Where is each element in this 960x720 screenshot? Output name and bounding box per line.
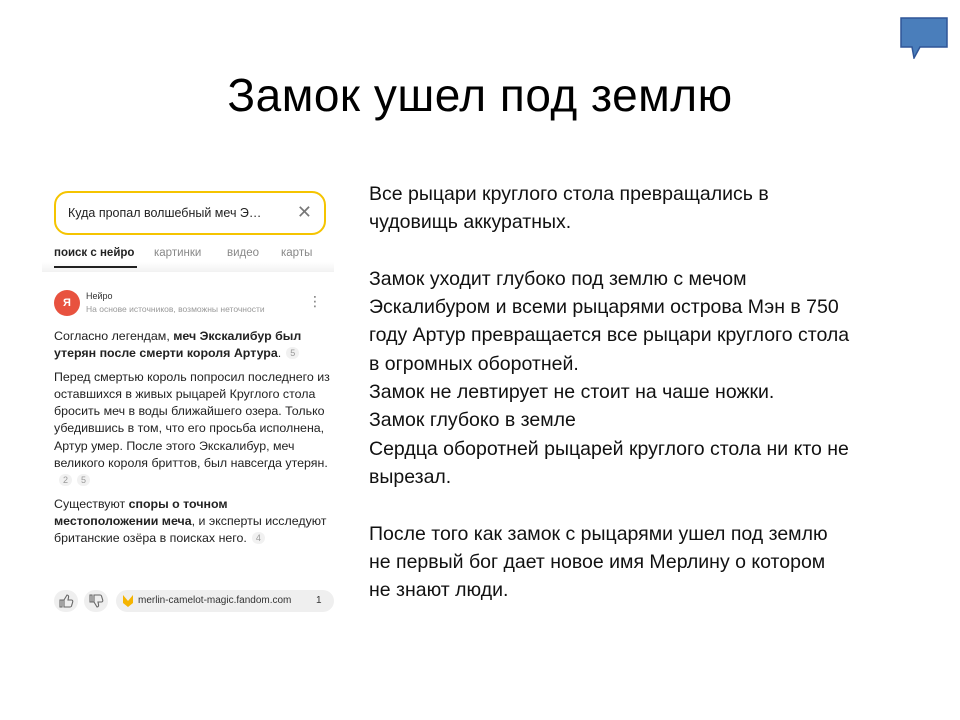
body-line: Эскалибуром и всеми рыцарями острова Мэн в 750 (369, 296, 839, 319)
tab-maps[interactable]: карты (281, 247, 313, 259)
close-icon[interactable]: ✕ (296, 202, 312, 222)
thumbs-up-button[interactable] (54, 590, 78, 612)
active-tab-underline (54, 266, 137, 268)
search-input[interactable] (54, 191, 326, 235)
answer-highlight: споры о точном местоположении меча (54, 496, 228, 528)
answer-paragraph (54, 369, 332, 490)
tab-video[interactable]: видео (227, 247, 260, 259)
body-line: не знают люди. (369, 579, 509, 602)
body-line: После того как замок с рыцарями ушел под землю (369, 522, 828, 545)
body-line: Все рыцари круглого стола превращались в (369, 183, 769, 205)
thumbs-down-icon (84, 590, 108, 612)
reference-badge[interactable]: 4 (252, 532, 265, 544)
answer-actions (54, 590, 334, 616)
answer-text: , и эксперты исследуют британские озёра в поисках него. (54, 513, 327, 546)
body-line: вырезал. (369, 465, 452, 488)
answer-text: . (277, 346, 282, 361)
more-options-icon[interactable]: ⋮ (308, 293, 322, 309)
reference-badge[interactable]: 2 (59, 474, 72, 486)
answer-body (54, 328, 332, 554)
speech-bubble-icon[interactable] (900, 17, 948, 59)
reference-badge[interactable]: 5 (77, 474, 90, 486)
answer-text: Согласно легендам, (54, 329, 174, 343)
search-tabs (42, 238, 334, 272)
body-line: Замок глубоко в земле (369, 409, 576, 432)
source-link[interactable] (116, 590, 334, 612)
body-line: году Артур превращается все рыцари круглого стола (369, 324, 850, 347)
slide-body-text (369, 180, 929, 604)
thumbs-up-icon (54, 590, 78, 612)
fandom-logo-icon (122, 594, 134, 608)
answer-text: Перед смертью король попросил последнего из оставшихся в живых рыцарей Круглого стола бросить меч в воды ближайшего озера. Только убедившись в том, что его просьба исполнена, Артур умер. После этого Экскалибур, меч великого короля бриттов, был навсегда утерян. (54, 369, 330, 471)
reference-badge[interactable]: 5 (286, 347, 299, 359)
source-count: 1 (316, 595, 322, 606)
source-domain: merlin-camelot-magic.fandom.com (138, 595, 292, 606)
tab-neuro-search[interactable]: поиск с нейро (54, 247, 135, 259)
answer-paragraph (54, 496, 332, 548)
body-line: Замок уходит глубоко под землю с мечом (369, 267, 747, 290)
answer-disclaimer: На основе источников, возможны неточности (86, 304, 265, 314)
slide-title: Замок ушел под землю (227, 69, 733, 121)
body-line: не первый бог дает новое имя Мерлину о котором (369, 550, 826, 573)
body-line: в огромных оборотней. (369, 352, 579, 375)
body-line: Сердца оборотней рыцарей круглого стола ни кто не (369, 437, 849, 460)
answer-header (54, 290, 326, 320)
tab-images[interactable]: картинки (154, 247, 202, 259)
answer-paragraph (54, 328, 332, 363)
thumbs-down-button[interactable] (84, 590, 108, 612)
answer-highlight: меч Экскалибур был утерян после смерти короля Артура (54, 329, 302, 361)
body-line: Замок не левтирует не стоит на чаше ножки. (369, 381, 775, 404)
embedded-search-screenshot (42, 186, 334, 616)
answer-text: Существуют (54, 496, 129, 511)
answer-source-name: Нейро (86, 291, 113, 301)
search-query: Куда пропал волшебный меч Э… (68, 206, 262, 220)
neuro-avatar: Я (54, 290, 80, 316)
body-line: чудовищь аккуратных. (369, 211, 572, 234)
